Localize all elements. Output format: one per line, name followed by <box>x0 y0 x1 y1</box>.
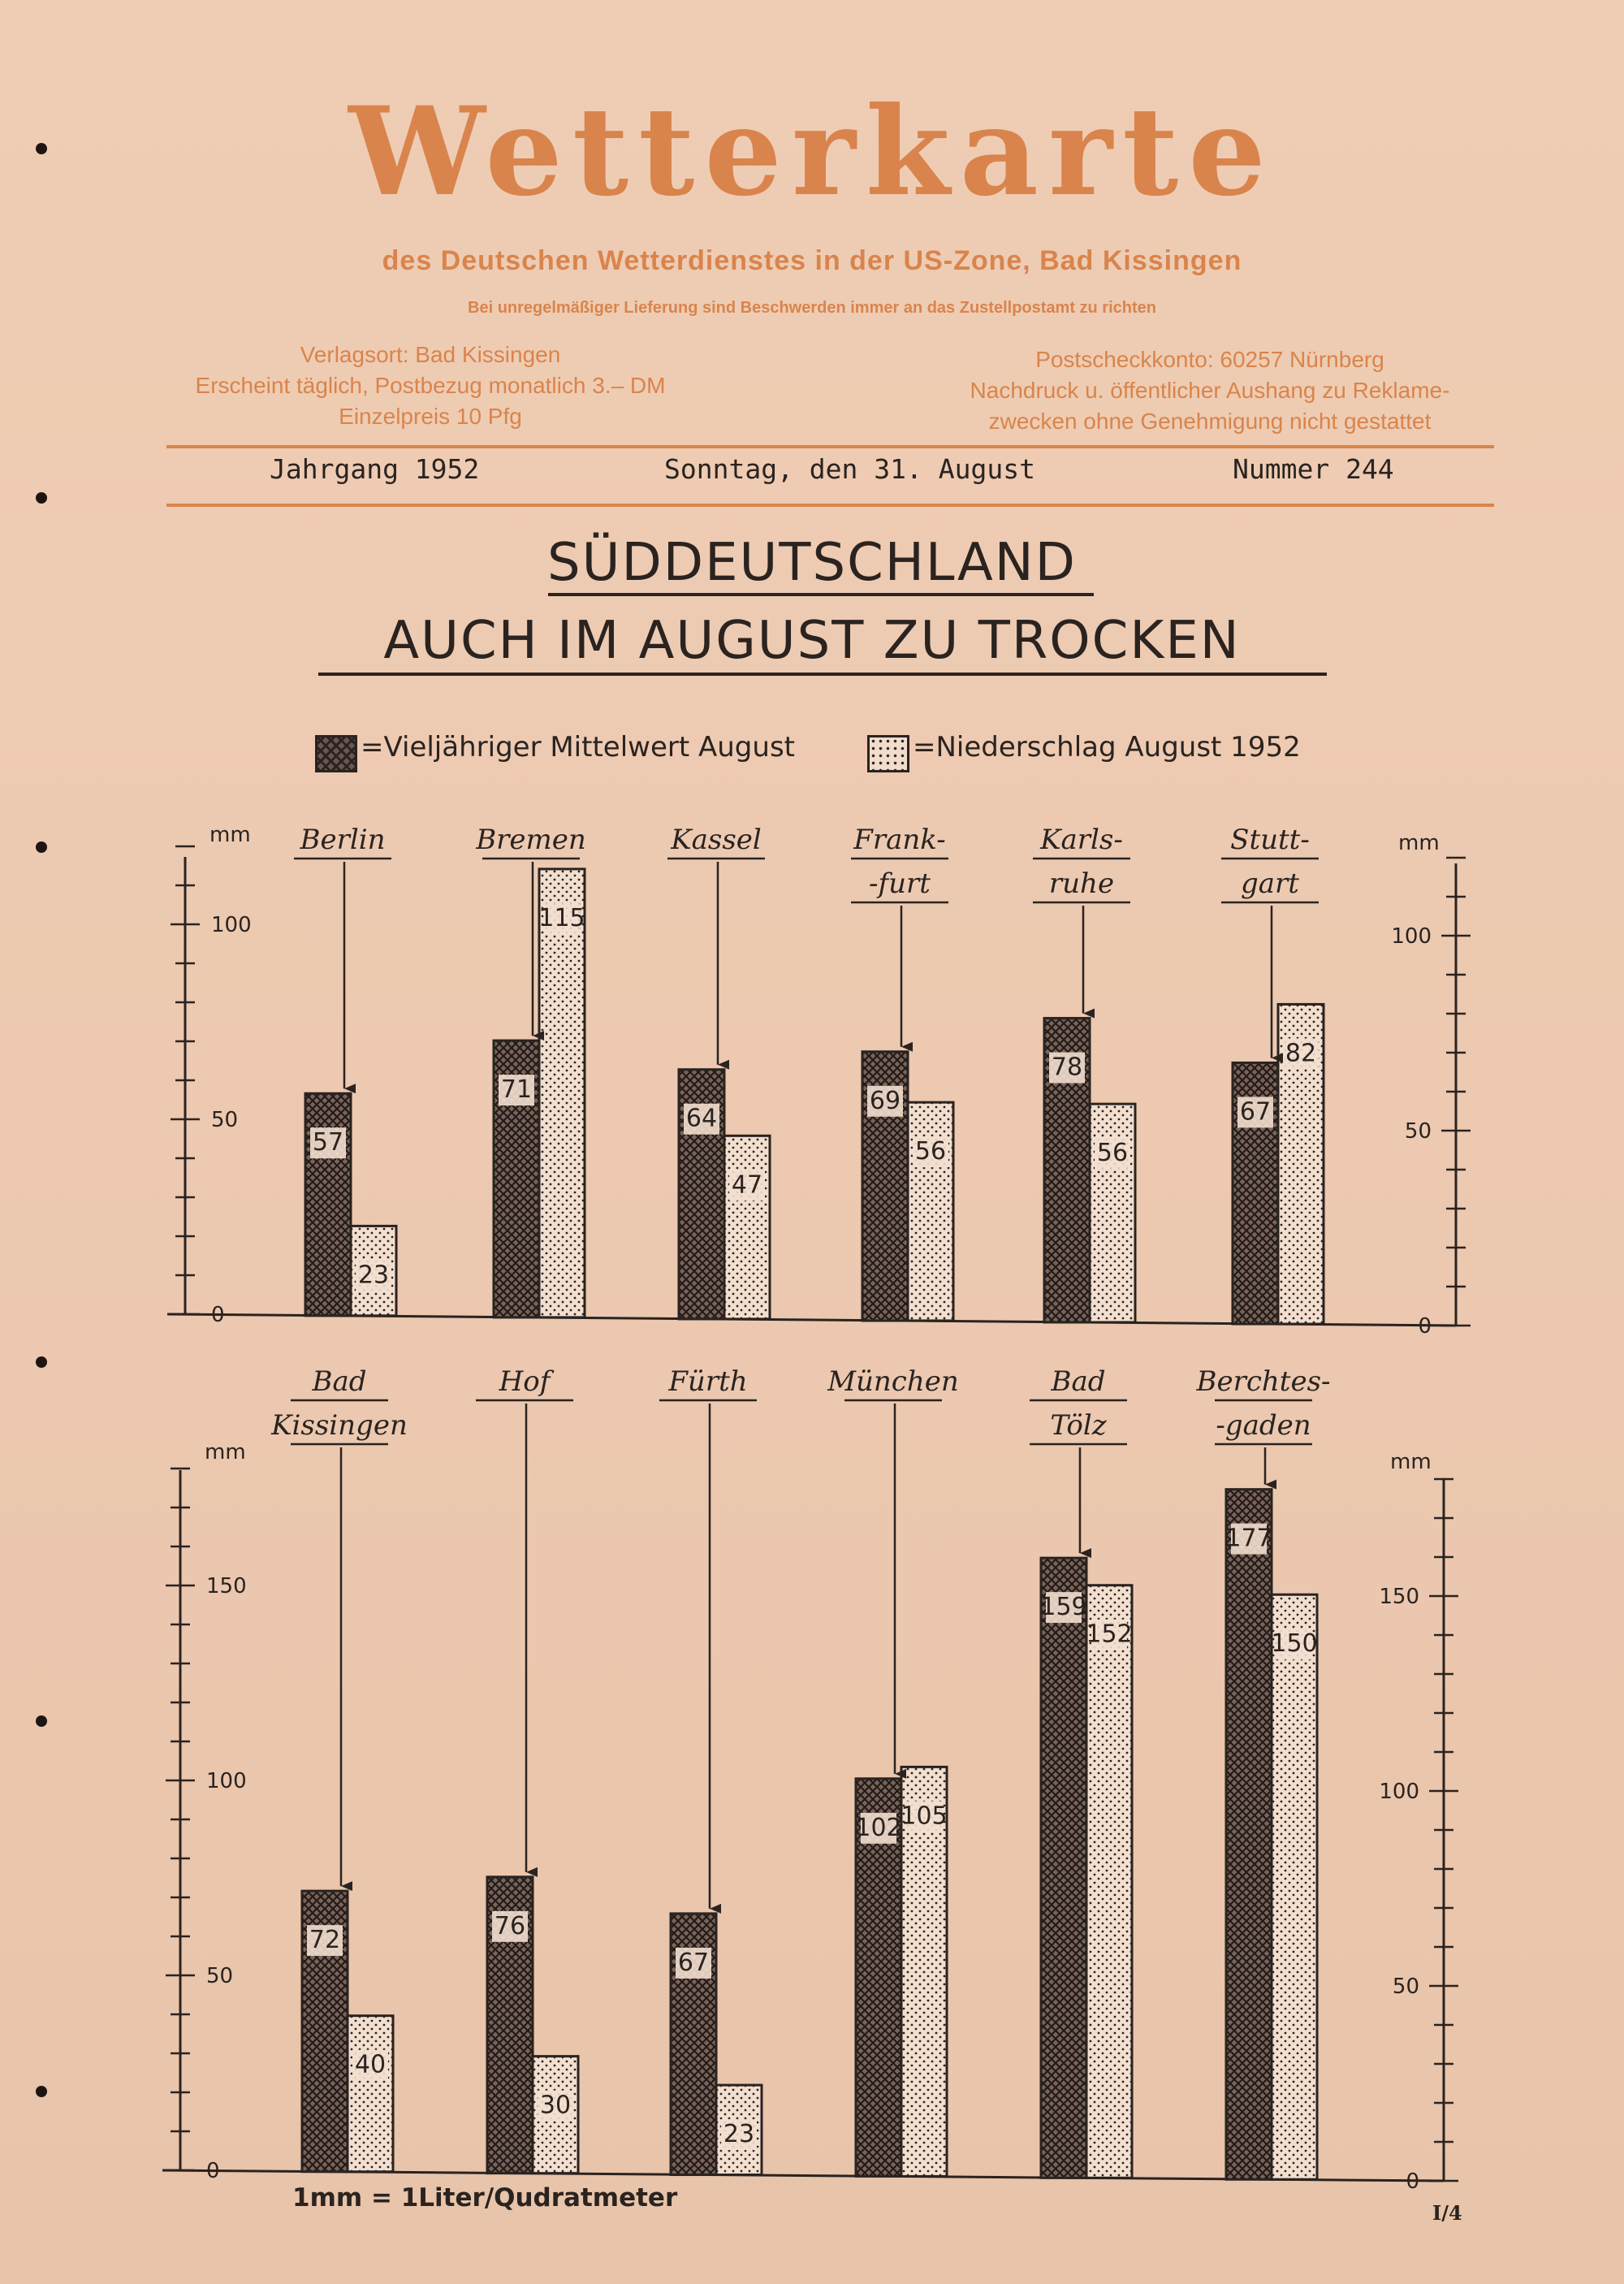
value-label-actual: 40 <box>354 2050 387 2079</box>
value-label-mean: 67 <box>1239 1097 1272 1127</box>
category-label: Stutt- <box>1230 824 1310 856</box>
category-label: -gaden <box>1216 1409 1311 1442</box>
category-label: Tölz <box>1050 1409 1107 1442</box>
y-tick-label-right: 50 <box>1404 1119 1432 1144</box>
bar-actual <box>1090 1104 1135 1322</box>
issue-label: Nummer 244 <box>1233 453 1394 485</box>
y-tick-label-left: 0 <box>206 2159 220 2183</box>
value-label-mean: 76 <box>494 1911 526 1940</box>
value-label-actual: 47 <box>731 1170 763 1200</box>
category-label: ruhe <box>1048 867 1115 900</box>
y-tick-label-right: 0 <box>1418 1314 1432 1339</box>
account-line: Postscheckkonto: 60257 Nürnberg <box>1035 347 1384 372</box>
unit-footnote: 1mm = 1Liter/Qudratmeter <box>292 2183 678 2213</box>
value-label-actual: 150 <box>1271 1629 1318 1659</box>
legend-label-mean: =Vieljähriger Mittelwert August <box>361 731 795 763</box>
account-line: Nachdruck u. öffentlicher Aushang zu Reklame- <box>970 378 1450 403</box>
category-label: Bremen <box>476 824 586 856</box>
y-axis-label-left: mm <box>209 823 251 847</box>
value-label-mean: 159 <box>1040 1593 1087 1622</box>
y-tick-label-left: 50 <box>211 1108 239 1132</box>
value-label-actual: 56 <box>914 1137 947 1166</box>
category-label: Fürth <box>668 1365 748 1398</box>
value-label-mean: 102 <box>855 1813 902 1842</box>
value-label-mean: 64 <box>685 1104 718 1133</box>
date-label: Sonntag, den 31. August <box>664 453 1035 485</box>
category-label: Berlin <box>300 824 386 856</box>
value-label-actual: 105 <box>901 1802 948 1831</box>
y-tick-label-right: 50 <box>1392 1975 1419 1999</box>
masthead-title: Wetterkarte <box>348 80 1276 223</box>
y-axis-label-left: mm <box>205 1440 246 1464</box>
y-tick-label-right: 100 <box>1391 924 1432 949</box>
bar-actual <box>1272 1594 1317 2179</box>
value-label-actual: 115 <box>538 903 585 932</box>
account-line: zwecken ohne Genehmigung nicht gestattet <box>988 409 1432 434</box>
value-label-mean: 177 <box>1225 1524 1272 1553</box>
y-axis-label-right: mm <box>1398 831 1440 855</box>
y-tick-label-right: 0 <box>1406 2169 1419 2194</box>
value-label-mean: 67 <box>677 1948 710 1977</box>
category-label: Bad <box>1051 1365 1106 1398</box>
y-tick-label-left: 100 <box>206 1769 247 1793</box>
category-label: München <box>827 1365 959 1398</box>
publisher-line: Einzelpreis 10 Pfg <box>339 404 522 429</box>
category-label: Hof <box>499 1365 551 1398</box>
masthead-subtitle: des Deutschen Wetterdienstes in der US-Zone, Bad Kissingen <box>382 245 1242 276</box>
category-label: -furt <box>869 867 931 900</box>
y-tick-label-left: 50 <box>206 1964 234 1988</box>
bar-actual <box>1086 1585 1132 2178</box>
value-label-mean: 72 <box>309 1926 341 1955</box>
headline-line-1: SÜDDEUTSCHLAND <box>547 533 1077 593</box>
publisher-line: Erscheint täglich, Postbezug monatlich 3.– DM <box>195 373 666 398</box>
value-label-actual: 82 <box>1285 1039 1317 1068</box>
chart-top-stations <box>167 823 1471 1339</box>
bar-actual <box>724 1136 770 1319</box>
chart-bottom-stations <box>162 1365 1458 2194</box>
category-label: Berchtes- <box>1196 1365 1331 1398</box>
value-label-actual: 56 <box>1096 1139 1129 1168</box>
y-tick-label-left: 0 <box>211 1303 225 1327</box>
value-label-actual: 30 <box>539 2091 572 2120</box>
bar-actual <box>539 869 585 1317</box>
y-tick-label-right: 150 <box>1379 1585 1419 1609</box>
value-label-mean: 71 <box>500 1075 533 1105</box>
category-label: Kissingen <box>271 1409 408 1442</box>
y-tick-label-left: 100 <box>211 913 252 937</box>
category-label: gart <box>1241 867 1299 900</box>
value-label-mean: 69 <box>869 1086 901 1115</box>
page-number: I/4 <box>1432 2201 1462 2225</box>
value-label-actual: 23 <box>357 1261 390 1290</box>
value-label-actual: 23 <box>723 2120 755 2149</box>
category-label: Bad <box>312 1365 367 1398</box>
y-axis-label-right: mm <box>1390 1450 1432 1474</box>
value-label-mean: 57 <box>312 1128 344 1157</box>
y-tick-label-right: 100 <box>1379 1780 1419 1804</box>
headline-line-2: AUCH IM AUGUST ZU TROCKEN <box>383 611 1241 671</box>
bar-actual <box>908 1102 953 1321</box>
legend-label-actual: =Niederschlag August 1952 <box>913 731 1301 763</box>
bar-mean <box>1041 1558 1086 2178</box>
delivery-notice: Bei unregelmäßiger Lieferung sind Beschwerden immer an das Zustellpostamt zu richten <box>468 299 1156 317</box>
category-label: Kassel <box>671 824 762 856</box>
bar-mean <box>305 1093 351 1316</box>
category-label: Karls- <box>1040 824 1123 856</box>
publisher-line: Verlagsort: Bad Kissingen <box>300 342 561 367</box>
bar-mean <box>1226 1490 1272 2180</box>
volume-label: Jahrgang 1952 <box>270 453 480 485</box>
value-label-mean: 78 <box>1051 1053 1083 1082</box>
category-label: Frank- <box>853 824 946 856</box>
bar-actual <box>348 2016 393 2172</box>
value-label-actual: 152 <box>1086 1620 1133 1649</box>
y-tick-label-left: 150 <box>206 1574 247 1598</box>
